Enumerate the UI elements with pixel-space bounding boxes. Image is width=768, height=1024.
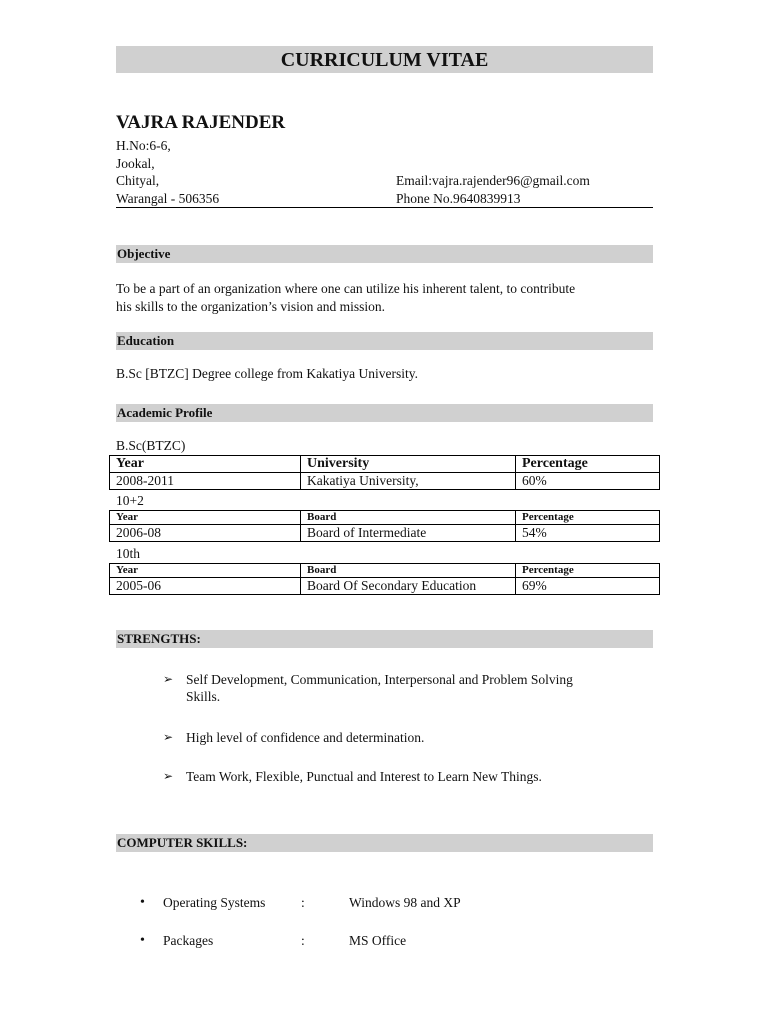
skill-separator: : <box>301 933 305 948</box>
section-computer-skills: COMPUTER SKILLS: <box>116 834 653 852</box>
table-row <box>110 473 660 490</box>
phone-text: Phone No.9640839913 <box>396 191 521 206</box>
skill-value-packages: MS Office <box>349 933 407 948</box>
address-line-4: Warangal - 506356 <box>116 191 220 206</box>
column-header: Year <box>110 511 301 525</box>
address-line-1: H.No:6-6, <box>116 138 171 153</box>
column-header: University <box>301 456 516 473</box>
skill-label-os: Operating Systems <box>163 895 266 910</box>
objective-line-1: To be a part of an organization where one can utilize his inherent talent, to contribute <box>116 281 576 296</box>
column-header: Year <box>110 456 301 473</box>
dot-bullet-icon: • <box>140 895 145 910</box>
column-header: Year <box>110 564 301 578</box>
academic-table-bsc <box>109 455 660 490</box>
section-academic-profile: Academic Profile <box>116 404 653 422</box>
academic-label-10th: 10th <box>116 546 141 561</box>
column-header: Board <box>301 564 516 578</box>
arrow-bullet-icon: ➢ <box>163 730 174 744</box>
table-header-row <box>110 511 660 525</box>
strength-item-2: High level of confidence and determination. <box>186 730 425 745</box>
section-objective: Objective <box>116 245 653 263</box>
table-cell: Board of Intermediate <box>301 525 516 542</box>
column-header: Percentage <box>516 511 660 525</box>
skill-separator: : <box>301 895 305 910</box>
arrow-bullet-icon: ➢ <box>163 769 174 783</box>
strength-item-1-line-1: Self Development, Communication, Interpersonal and Problem Solving <box>186 672 573 687</box>
column-header: Board <box>301 511 516 525</box>
table-cell: 2006-08 <box>110 525 301 542</box>
academic-label-bsc: B.Sc(BTZC) <box>116 438 186 453</box>
skill-value-os: Windows 98 and XP <box>349 895 461 910</box>
header-divider <box>116 207 653 208</box>
table-cell: 54% <box>516 525 660 542</box>
table-row <box>110 525 660 542</box>
table-cell: 60% <box>516 473 660 490</box>
strength-item-1-line-2: Skills. <box>186 689 221 704</box>
address-line-3: Chityal, <box>116 173 160 188</box>
table-header-row <box>110 564 660 578</box>
table-cell: 69% <box>516 578 660 595</box>
email-text: Email:vajra.rajender96@gmail.com <box>396 173 590 188</box>
table-header-row <box>110 456 660 473</box>
table-row <box>110 578 660 595</box>
table-cell: Kakatiya University, <box>301 473 516 490</box>
objective-line-2: his skills to the organization’s vision and mission. <box>116 299 385 314</box>
dot-bullet-icon: • <box>140 933 145 948</box>
column-header: Percentage <box>516 456 660 473</box>
section-education: Education <box>116 332 653 350</box>
education-text: B.Sc [BTZC] Degree college from Kakatiya University. <box>116 366 419 381</box>
strength-item-3: Team Work, Flexible, Punctual and Interest to Learn New Things. <box>186 769 542 784</box>
address-line-2: Jookal, <box>116 156 155 171</box>
academic-label-12th: 10+2 <box>116 493 144 508</box>
table-cell: Board Of Secondary Education <box>301 578 516 595</box>
academic-table-12th <box>109 510 660 542</box>
skill-label-packages: Packages <box>163 933 214 948</box>
arrow-bullet-icon: ➢ <box>163 672 174 686</box>
candidate-name: VAJRA RAJENDER <box>116 112 286 133</box>
section-strengths: STRENGTHS: <box>116 630 653 648</box>
column-header: Percentage <box>516 564 660 578</box>
table-cell: 2005-06 <box>110 578 301 595</box>
academic-table-10th <box>109 563 660 595</box>
table-cell: 2008-2011 <box>110 473 301 490</box>
document-title: CURRICULUM VITAE <box>116 46 653 73</box>
